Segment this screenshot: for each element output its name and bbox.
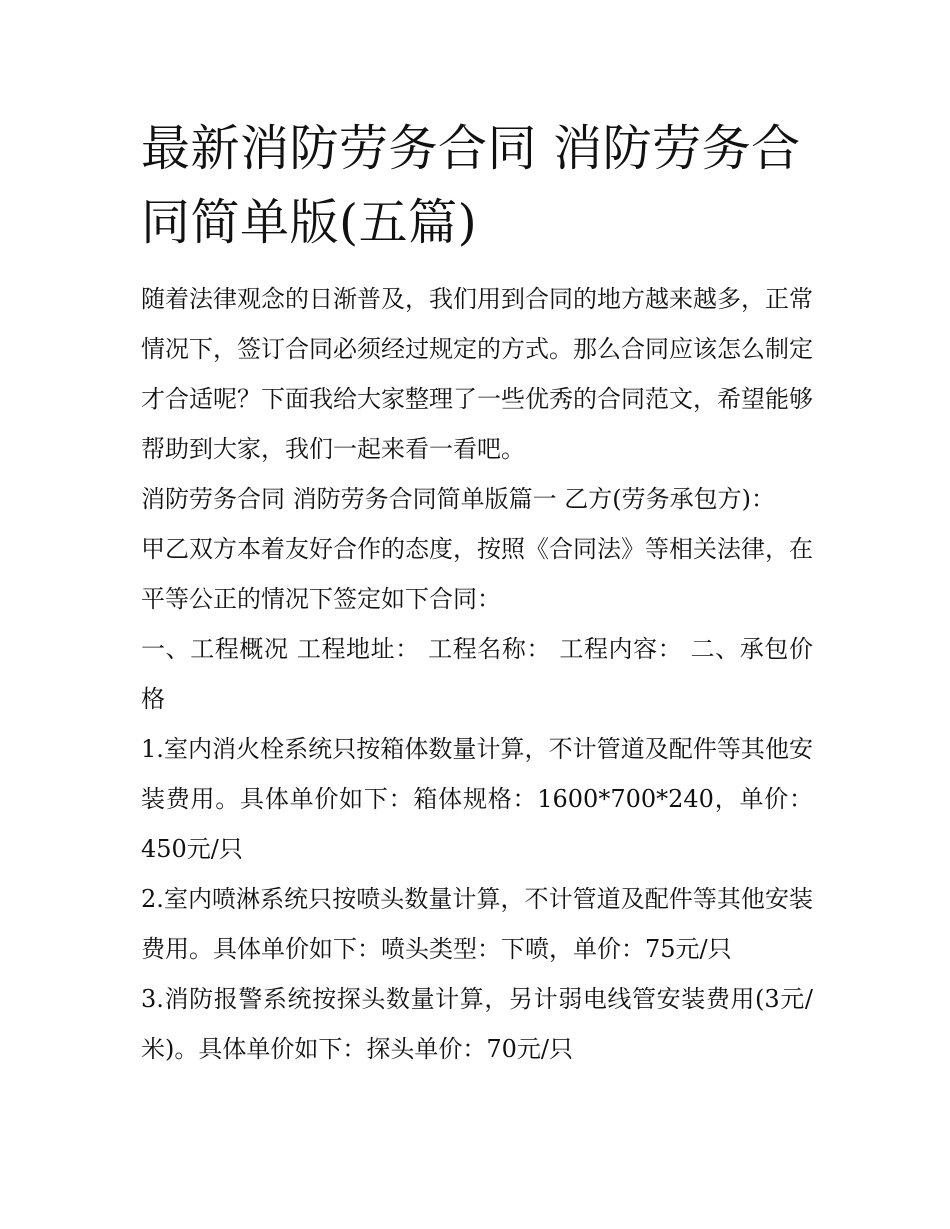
document-page: [141, 112, 813, 1074]
document-title: 最新消防劳务合同 消防劳务合同简单版(五篇): [141, 120, 801, 251]
document-body: [141, 274, 813, 1074]
paragraph-contract-heading: 消防劳务合同 消防劳务合同简单版篇一 乙方(劳务承包方)：: [141, 485, 775, 513]
paragraph-project-overview: 一、工程概况 工程地址： 工程名称： 工程内容： 二、承包价格: [141, 635, 813, 713]
paragraph-agreement: 甲乙双方本着友好合作的态度，按照《合同法》等相关法律，在平等公正的情况下签定如下合同：: [141, 535, 813, 613]
paragraph-item-3: 3.消防报警系统按探头数量计算，另计弱电线管安装费用(3元/米)。具体单价如下：探头单价：70元/只: [141, 985, 813, 1063]
paragraph-intro: 随着法律观念的日渐普及，我们用到合同的地方越来越多，正常情况下，签订合同必须经过规定的方式。那么合同应该怎么制定才合适呢？下面我给大家整理了一些优秀的合同范文，希望能够帮助到大家，我们一起来看一看吧。: [141, 285, 813, 463]
paragraph-item-1: 1.室内消火栓系统只按箱体数量计算，不计管道及配件等其他安装费用。具体单价如下：箱体规格：1600*700*240，单价：450元/只: [141, 735, 813, 863]
paragraph-item-2: 2.室内喷淋系统只按喷头数量计算，不计管道及配件等其他安装费用。具体单价如下：喷头类型：下喷，单价：75元/只: [141, 885, 813, 963]
